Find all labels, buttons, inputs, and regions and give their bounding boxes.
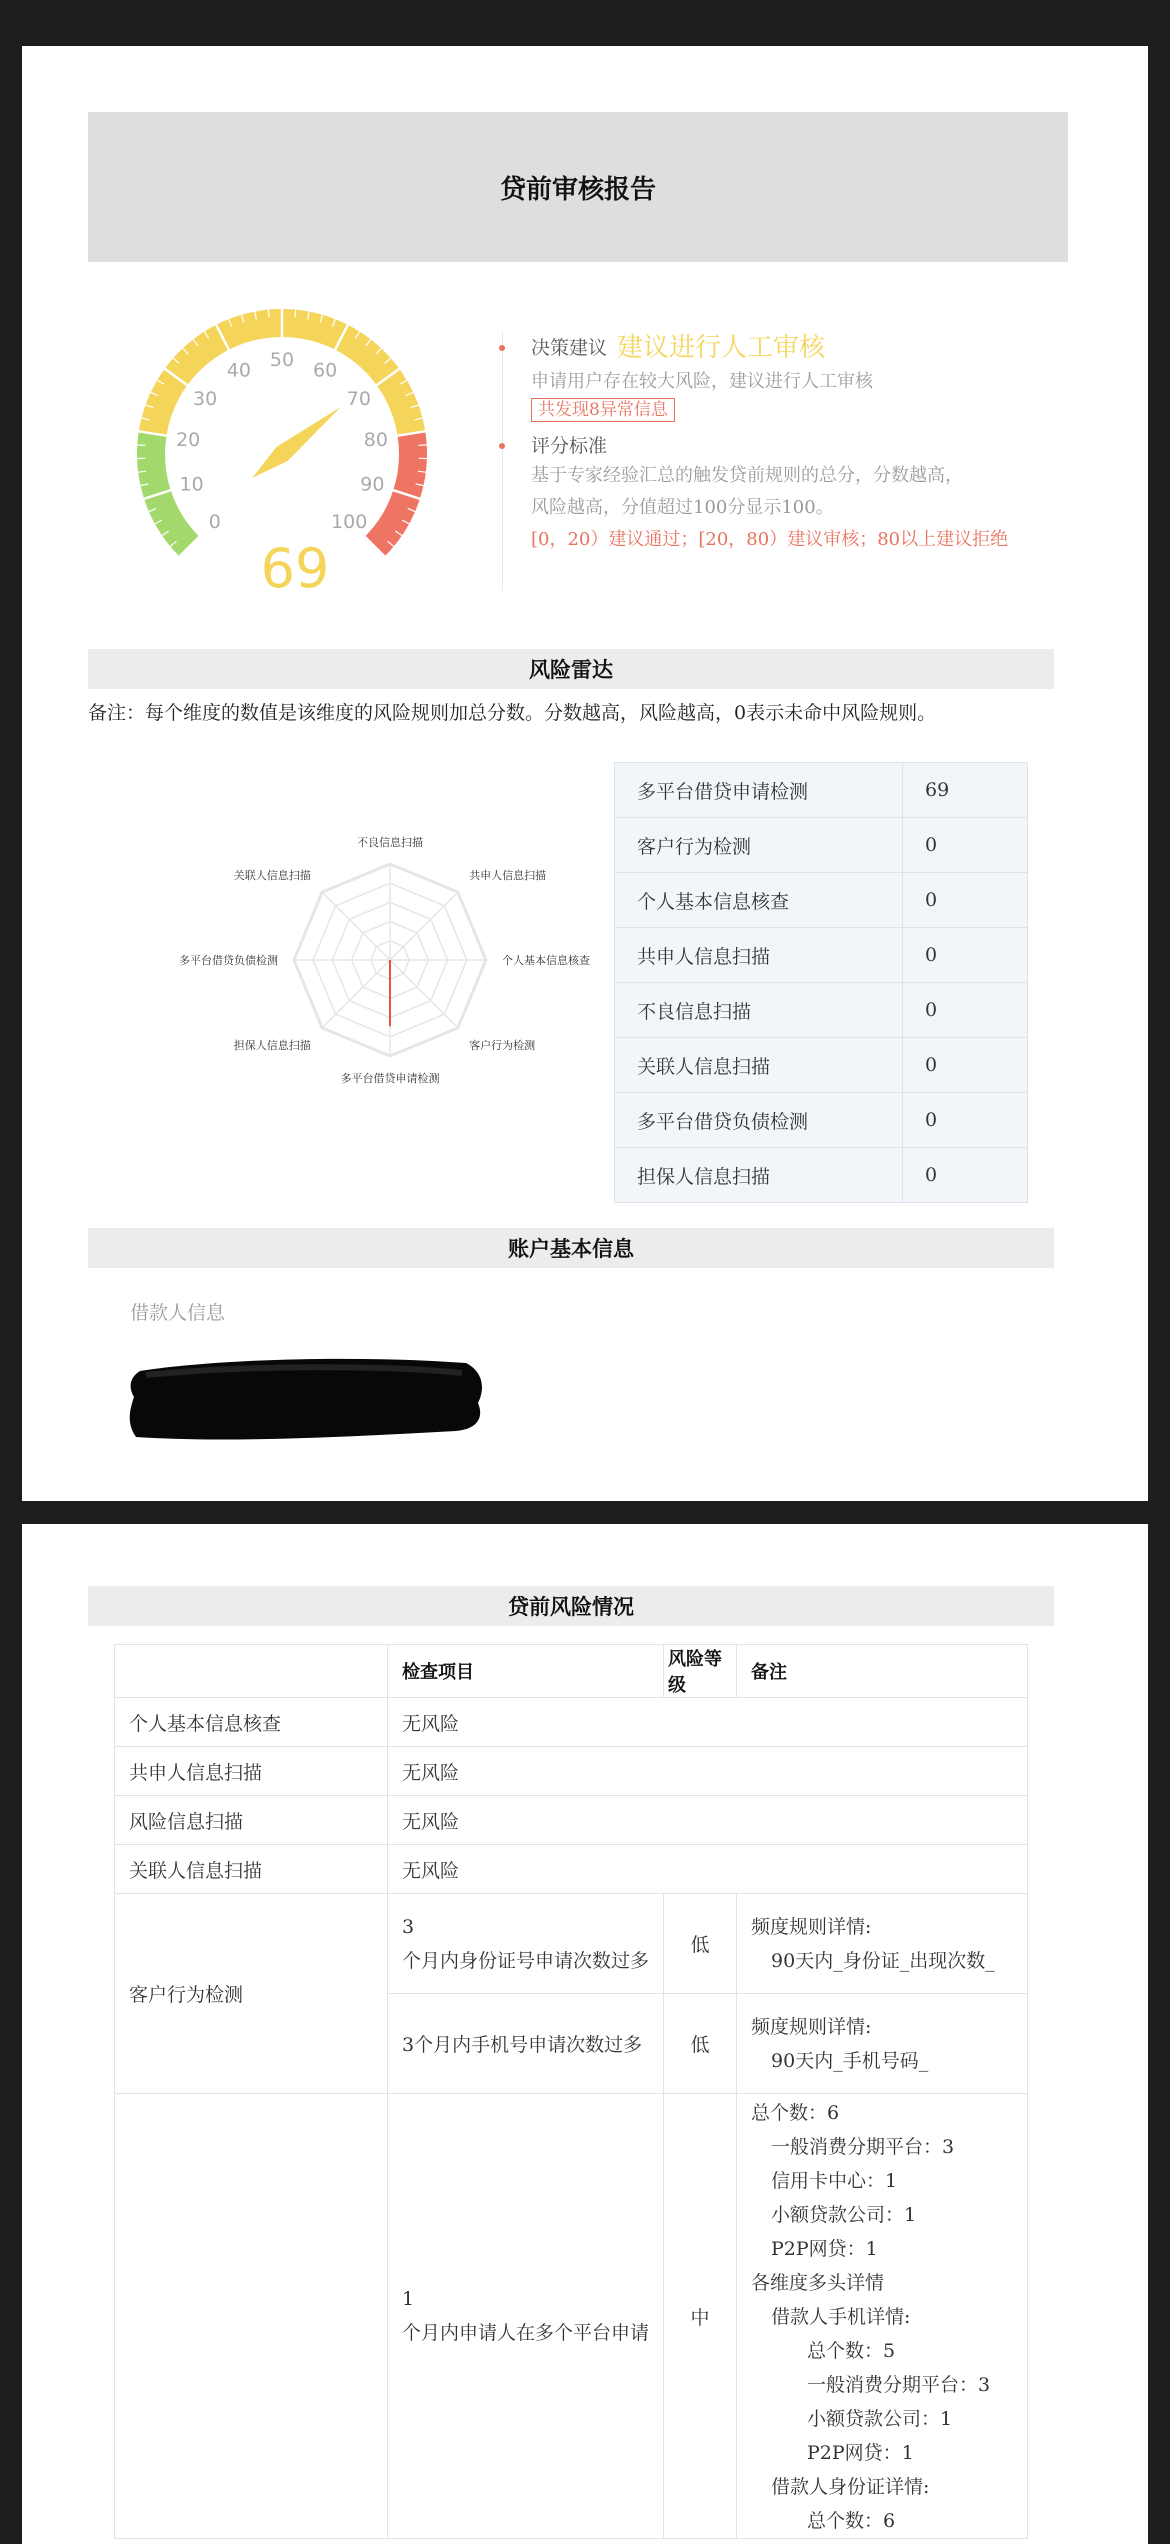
standard-range: [0，20）建议通过；[20，80）建议审核；80以上建议拒绝	[531, 525, 1008, 551]
gauge-needle	[252, 407, 340, 478]
radar-dimension-value: 0	[903, 1038, 1028, 1093]
bullet-dot	[499, 443, 505, 449]
row-remark	[737, 1994, 1028, 2094]
remark-line: 借款人身份证详情:	[751, 2470, 1013, 2504]
radar-dimension-value: 0	[903, 1093, 1028, 1148]
remark-line: 一般消费分期平台：3	[751, 2368, 1013, 2402]
radar-dimension-name: 个人基本信息核查	[615, 873, 903, 928]
gauge-tick-label: 60	[313, 359, 337, 381]
row-level: 低	[664, 1994, 737, 2094]
row-remark	[737, 2094, 1028, 2539]
row-item-part: 3	[402, 1910, 649, 1944]
remark-line: 小额贷款公司：1	[751, 2402, 1013, 2436]
radar-dimension-name: 不良信息扫描	[615, 983, 903, 1038]
row-name: 风险信息扫描	[115, 1796, 388, 1845]
remark-line: 总个数：5	[751, 2334, 1013, 2368]
redacted-borrower-info	[126, 1351, 488, 1441]
radar-table-row	[615, 873, 1028, 928]
decision-desc: 申请用户存在较大风险，建议进行人工审核	[531, 367, 873, 393]
anomaly-badge[interactable]: 共发现8异常信息	[531, 398, 675, 422]
section-loan-risk-header: 贷前风险情况	[88, 1586, 1054, 1626]
radar-dimension-name: 共申人信息扫描	[615, 928, 903, 983]
gauge-tick-label: 20	[176, 429, 200, 451]
remark-line: 90天内_手机号码_	[751, 2044, 1013, 2078]
row-level: 中	[664, 2094, 737, 2539]
radar-axis-label: 不良信息扫描	[357, 835, 423, 849]
gauge-tick-label: 50	[270, 349, 294, 371]
borrower-info-label: 借款人信息	[130, 1298, 225, 1325]
row-item: 无风险	[388, 1845, 1028, 1894]
radar-dimension-value: 0	[903, 873, 1028, 928]
score-gauge	[112, 276, 452, 606]
radar-axis-label: 客户行为检测	[469, 1038, 535, 1052]
risk-radar-chart	[142, 806, 602, 1096]
remark-line: 小额贷款公司：1	[751, 2198, 1013, 2232]
gauge-tick-label: 100	[331, 511, 367, 533]
table-row	[115, 2094, 1028, 2539]
radar-note: 备注：每个维度的数值是该维度的风险规则加总分数。分数越高，风险越高，0表示未命中风险规则。	[88, 698, 936, 725]
radar-dimension-value: 0	[903, 1148, 1028, 1203]
radar-score-table	[614, 762, 1028, 1203]
radar-axis-label: 个人基本信息核查	[502, 953, 590, 967]
loan-risk-table	[114, 1644, 1028, 2539]
gauge-tick	[268, 310, 269, 318]
header-cell	[115, 1645, 388, 1698]
row-name: 共申人信息扫描	[115, 1747, 388, 1796]
standard-label: 评分标准	[531, 431, 607, 458]
table-row	[115, 1894, 1028, 1994]
section-account-header: 账户基本信息	[88, 1228, 1054, 1268]
remark-line: 频度规则详情:	[751, 1910, 1013, 1944]
standard-desc-2: 风险越高，分值超过100分显示100。	[531, 493, 834, 519]
row-name: 个人基本信息核查	[115, 1698, 388, 1747]
header-remark: 备注	[737, 1645, 1028, 1698]
report-page-2	[22, 1524, 1148, 2544]
radar-table-row	[615, 928, 1028, 983]
row-item: 3个月内手机号申请次数过多	[388, 1994, 664, 2094]
header-check-item: 检查项目	[388, 1645, 664, 1698]
decision-panel	[502, 331, 1091, 591]
radar-table-row	[615, 763, 1028, 818]
remark-line: 90天内_身份证_出现次数_	[751, 1944, 1013, 1978]
radar-dimension-name: 担保人信息扫描	[615, 1148, 903, 1203]
decision-label: 决策建议	[531, 333, 607, 360]
table-row	[115, 1796, 1028, 1845]
row-item-part: 1	[402, 2282, 649, 2316]
radar-dimension-name: 关联人信息扫描	[615, 1038, 903, 1093]
remark-line: 频度规则详情:	[751, 2010, 1013, 2044]
table-row	[115, 1747, 1028, 1796]
row-item	[388, 1894, 664, 1994]
section-radar-header: 风险雷达	[88, 649, 1054, 689]
gauge-tick-label: 30	[193, 388, 217, 410]
report-title: 贷前审核报告	[500, 169, 656, 206]
radar-axis-label: 担保人信息扫描	[234, 1038, 311, 1052]
gauge-tick-label: 70	[347, 388, 371, 410]
radar-dimension-value: 0	[903, 818, 1028, 873]
gauge-tick-label: 10	[180, 473, 204, 495]
gauge-tick	[419, 445, 427, 446]
radar-table-row	[615, 1148, 1028, 1203]
decision-value: 建议进行人工审核	[617, 327, 825, 364]
radar-table-row	[615, 1093, 1028, 1148]
remark-line: 各维度多头详情	[751, 2266, 1013, 2300]
radar-dimension-value: 0	[903, 928, 1028, 983]
row-item	[388, 2094, 664, 2539]
gauge-tick-labels	[176, 349, 388, 533]
table-row	[115, 1698, 1028, 1747]
gauge-tick-label: 90	[360, 473, 384, 495]
radar-dimension-name: 多平台借贷负债检测	[615, 1093, 903, 1148]
remark-line: 总个数：6	[751, 2504, 1013, 2538]
header-risk-level: 风险等级	[664, 1645, 737, 1698]
radar-dimension-value: 0	[903, 983, 1028, 1038]
table-row	[115, 1845, 1028, 1894]
standard-desc-1: 基于专家经验汇总的触发贷前规则的总分，分数越高，	[531, 461, 963, 487]
row-item: 无风险	[388, 1747, 1028, 1796]
row-name: 客户行为检测	[115, 1894, 388, 2094]
row-remark	[737, 1894, 1028, 1994]
remark-line: 借款人手机详情:	[751, 2300, 1013, 2334]
radar-dimension-name: 多平台借贷申请检测	[615, 763, 903, 818]
gauge-tick	[137, 445, 145, 446]
row-item: 无风险	[388, 1796, 1028, 1845]
row-name	[115, 2094, 388, 2539]
radar-table-row	[615, 1038, 1028, 1093]
row-item-part: 个月内身份证号申请次数过多	[402, 1944, 649, 1978]
bullet-dot	[499, 345, 505, 351]
row-item-part: 个月内申请人在多个平台申请	[402, 2316, 649, 2350]
row-level: 低	[664, 1894, 737, 1994]
row-name: 关联人信息扫描	[115, 1845, 388, 1894]
radar-axis-label: 多平台借贷申请检测	[341, 1071, 440, 1085]
radar-table-row	[615, 818, 1028, 873]
report-title-banner	[88, 112, 1068, 262]
remark-line: P2P网贷：1	[751, 2436, 1013, 2470]
remark-line: 一般消费分期平台：3	[751, 2130, 1013, 2164]
gauge-band-yellow	[153, 323, 412, 434]
radar-axis-label: 共申人信息扫描	[469, 868, 546, 882]
radar-table-row	[615, 983, 1028, 1038]
remark-line: 信用卡中心：1	[751, 2164, 1013, 2198]
gauge-tick-label: 40	[227, 359, 251, 381]
report-page-1	[22, 46, 1148, 1501]
gauge-tick	[295, 310, 296, 318]
radar-dimension-value: 69	[903, 763, 1028, 818]
table-header-row	[115, 1645, 1028, 1698]
row-item: 无风险	[388, 1698, 1028, 1747]
remark-line: P2P网贷：1	[751, 2232, 1013, 2266]
radar-axis-label: 多平台借贷负债检测	[179, 953, 278, 967]
radar-axis-label: 关联人信息扫描	[234, 868, 311, 882]
remark-line: 总个数：6	[751, 2096, 1013, 2130]
gauge-score: 69	[261, 537, 330, 600]
radar-dimension-name: 客户行为检测	[615, 818, 903, 873]
gauge-tick-label: 0	[209, 511, 221, 533]
gauge-tick-label: 80	[364, 429, 388, 451]
